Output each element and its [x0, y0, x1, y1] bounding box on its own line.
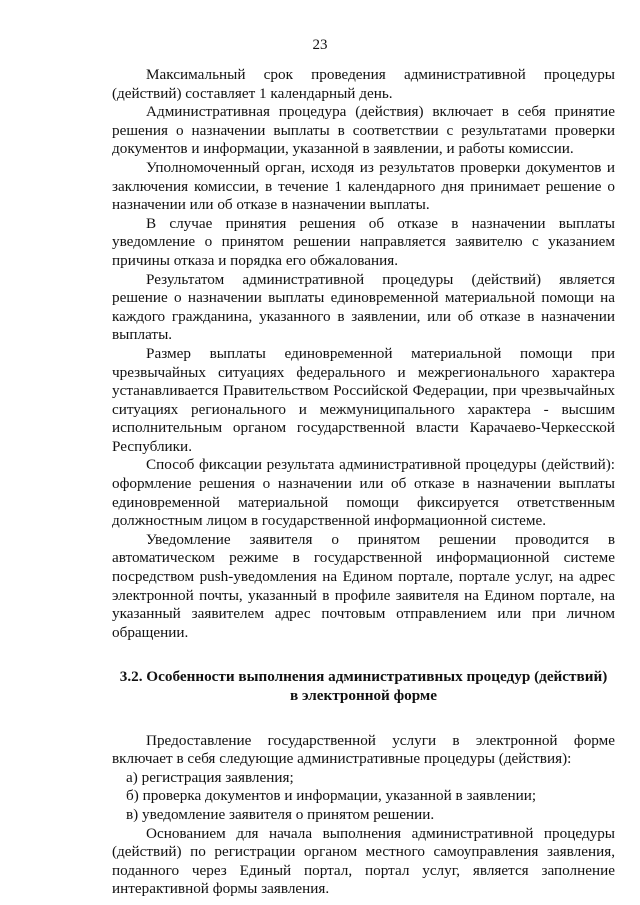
paragraph-grounds-start: Основанием для начала выполнения административной процедуры (действий) по регистрации органом местного самоуправления заявления, поданного через Единый портал, портал услуг, является заполнение интерактивной формы заявления.	[112, 824, 615, 898]
paragraph-electronic-intro: Предоставление государственной услуги в электронной форме включает в себя следующие административные процедуры (действия):	[112, 731, 615, 768]
section-heading	[112, 668, 615, 705]
paragraph-procedure-includes: Административная процедура (действия) включает в себя принятие решения о назначении выплаты в соответствии с результатами проверки документов и информации, указанной в заявлении, и работы комиссии.	[112, 103, 615, 158]
section-heading-line2: в электронной форме	[289, 687, 438, 704]
paragraph-authorized-body: Уполномоченный орган, исходя из результатов проверки документов и заключения комиссии, в течение 1 календарного дня принимает решение о назначении или об отказе в назначении выплаты.	[112, 158, 615, 214]
list-item-registration: а) регистрация заявления;	[126, 768, 294, 786]
paragraph-payment-amount: Размер выплаты единовременной материальной помощи при чрезвычайных ситуациях федерального и межрегионального характера устанавливается Правительством Российской Федерации, при чрезвычайных ситуациях регионального и межмуниципального характера - высшим исполнительным органом государственной власти Карачаево-Черкесской Республики.	[112, 344, 615, 455]
list-item-verification: б) проверка документов и информации, указанной в заявлении;	[126, 787, 537, 805]
page-number: 23	[312, 37, 328, 53]
paragraph-fixation-method: Способ фиксации результата административной процедуры (действий): оформление решения о назначении или об отказе в назначении выплаты единовременной материальной помощи фиксируется ответственным должностным лицом в государственной информационной системе.	[112, 456, 615, 530]
section-heading-line1: 3.2. Особенности выполнения административных процедур (действий)	[119, 668, 608, 686]
paragraph-applicant-notification: Уведомление заявителя о принятом решении проводится в автоматическом режиме в государственной информационной системе посредством push-уведомления на Едином портале, портале услуг, на адрес электронной почты, указанный в профиле заявителя на Едином портале, на указанный заявителем адрес почтовым отправлением или при личном обращении.	[112, 530, 615, 641]
list-item-notification: в) уведомление заявителя о принятом решении.	[126, 805, 435, 823]
document-body	[112, 66, 615, 899]
paragraph-refusal-notice: В случае принятия решения об отказе в назначении выплаты уведомление о принятом решении направляется заявителю с указанием причины отказа и порядка его обжалования.	[112, 214, 615, 269]
paragraph-result: Результатом административной процедуры (действий) является решение о назначении выплаты единовременной материальной помощи на каждого гражданина, указанного в заявлении, или об отказе в назначении выплаты.	[112, 270, 615, 344]
paragraph-max-duration: Максимальный срок проведения административной процедуры (действий) составляет 1 календарный день.	[112, 66, 615, 102]
